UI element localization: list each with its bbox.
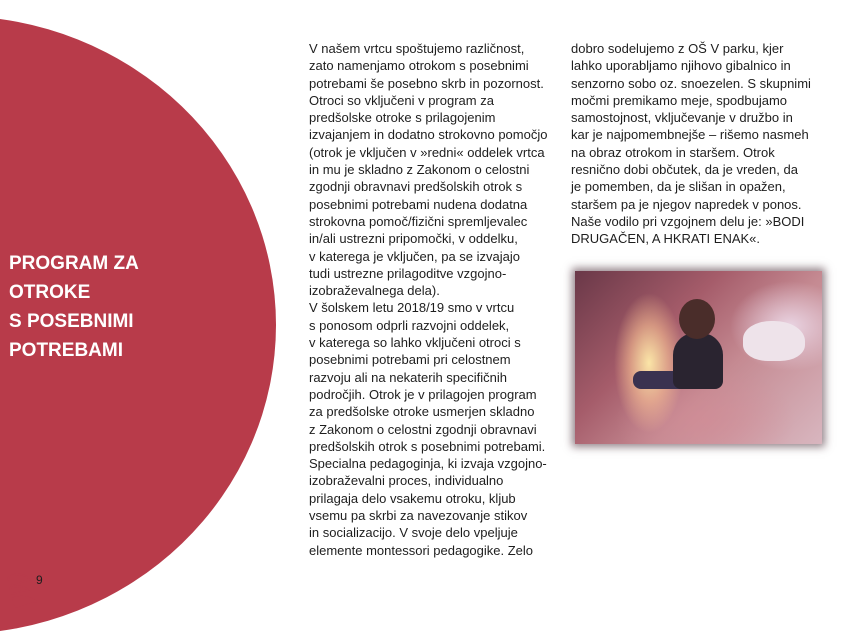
text-line: resnično dobi občutek, da je vreden, da — [571, 162, 798, 178]
text-line: potrebami še posebno skrb in pozornost. — [309, 75, 544, 91]
text-line: izobraževalni proces, individualno — [309, 473, 504, 489]
text-line: strokovna pomoč/fizični spremljevalec — [309, 213, 528, 229]
sensory-room-photo — [575, 271, 822, 444]
section-title-line: POTREBAMI — [9, 340, 123, 361]
text-line: posebnimi potrebami nudena dodatna — [309, 196, 528, 212]
text-line: zgodnji obravnavi predšolskih otrok s — [309, 179, 523, 195]
child-body-shape — [673, 333, 723, 389]
text-line: tudi ustrezne prilagoditve vzgojno- — [309, 265, 507, 281]
pillow-shape — [743, 321, 805, 361]
text-line: Specialna pedagoginja, ki izvaja vzgojno- — [309, 456, 547, 472]
text-line: elemente montessori pedagogike. Zelo — [309, 542, 534, 558]
text-line: in/ali ustrezni pripomočki, v oddelku, — [309, 231, 518, 247]
text-line: na obraz otrokom in staršem. Otrok — [571, 144, 775, 160]
text-line: Otroci so vključeni v program za — [309, 92, 494, 108]
text-line: področjih. Otrok je v prilagojen program — [309, 386, 537, 402]
text-line: s ponosom odprli razvojni oddelek, — [309, 317, 510, 333]
text-line: predšolske otroke s prilagojenim — [309, 110, 496, 126]
text-line: V našem vrtcu spoštujemo različnost, — [309, 41, 525, 56]
text-line: prilagaja delo vsakemu otroku, kljub — [309, 490, 516, 506]
text-line: razvoju ali na nekaterih specifičnih — [309, 369, 507, 385]
section-title-line: S POSEBNIMI — [9, 311, 134, 332]
text-line: samostojnost, vključevanje v družbo in — [571, 110, 793, 126]
text-line: V šolskem letu 2018/19 smo v vrtcu — [309, 300, 515, 316]
text-line: izobraževalnega dela). — [309, 283, 440, 299]
text-line: v katerega je vključen, pa se izvajajo — [309, 248, 521, 264]
text-line: močmi premikamo meje, spodbujamo — [571, 92, 788, 108]
text-line: zato namenjamo otrokom s posebnimi — [309, 58, 529, 74]
text-line: lahko uporabljamo njihovo gibalnico in — [571, 58, 791, 74]
text-line: je pomemben, da je slišan in opažen, — [571, 179, 786, 195]
section-title — [9, 249, 179, 365]
body-text-column-2 — [571, 40, 820, 248]
text-line: v katerega so lahko vključeni otroci s — [309, 335, 521, 351]
text-line: z Zakonom o celostni zgodnji obravnavi — [309, 421, 537, 437]
text-line: dobro sodelujemo z OŠ V parku, kjer — [571, 41, 784, 56]
text-line: senzorno sobo oz. snoezelen. S skupnimi — [571, 75, 811, 91]
text-line: Naše vodilo pri vzgojnem delu je: »BODI — [571, 213, 805, 229]
body-text-column-1 — [309, 40, 558, 559]
text-line: DRUGAČEN, A HKRATI ENAK«. — [571, 231, 761, 247]
text-line: (otrok je vključen v »redni« oddelek vrtca — [309, 144, 545, 160]
text-line: vsemu pa skrbi za navezovanje stikov — [309, 508, 528, 524]
footprints-logo-icon — [4, 568, 50, 612]
text-line: za predšolske otroke usmerjen skladno — [309, 404, 535, 420]
page-number: 9 — [36, 573, 43, 587]
text-line: staršem pa je njegov napredek v ponos. — [571, 196, 802, 212]
text-line: in socializacijo. V svoje delo vpeljuje — [309, 525, 518, 541]
section-title-line: OTROKE — [9, 282, 91, 303]
child-head-shape — [679, 299, 715, 339]
text-line: kar je najpomembnejše – rišemo nasmeh — [571, 127, 809, 143]
section-title-line: PROGRAM ZA — [9, 253, 139, 274]
text-line: posebnimi potrebami pri celostnem — [309, 352, 511, 368]
text-line: in mu je skladno z Zakonom o celostni — [309, 162, 530, 178]
text-line: predšolskih otrok s posebnimi potrebami. — [309, 438, 546, 454]
text-line: izvajanjem in dodatno strokovno pomočjo — [309, 127, 548, 143]
